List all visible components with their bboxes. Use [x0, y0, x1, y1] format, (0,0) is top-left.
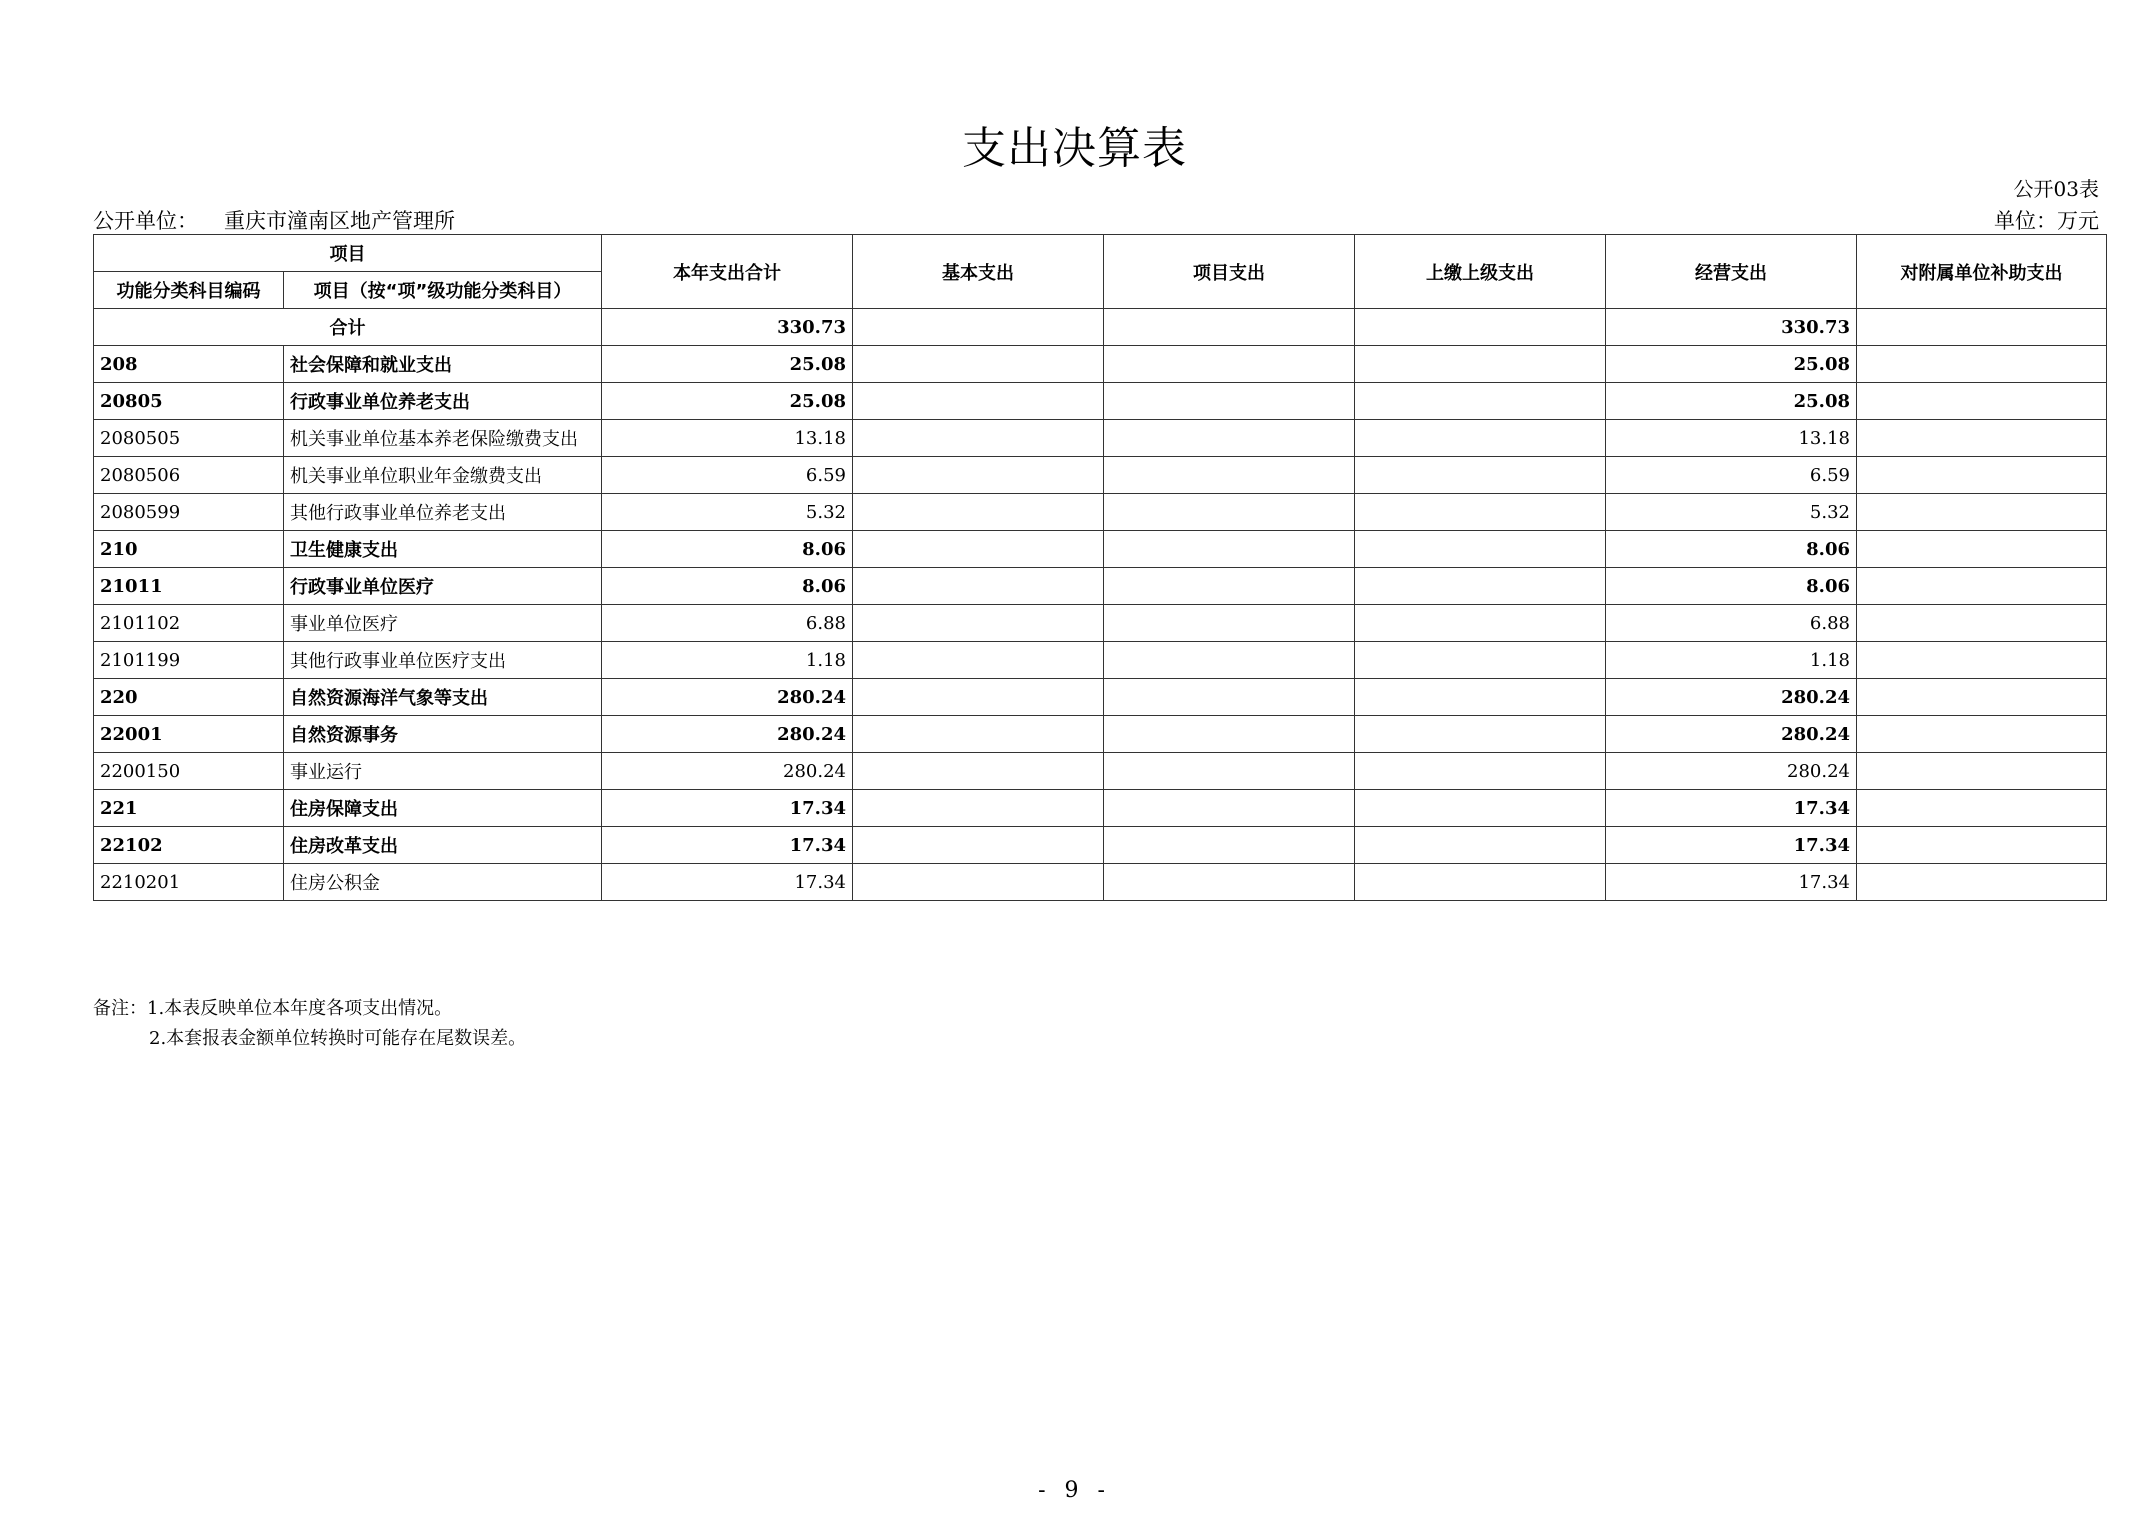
cell-business: 280.24	[1606, 753, 1857, 790]
table-row	[94, 531, 2107, 568]
cell-basic	[853, 531, 1104, 568]
cell-basic	[853, 864, 1104, 901]
cell-name: 住房改革支出	[284, 827, 602, 864]
cell-business: 1.18	[1606, 642, 1857, 679]
total-label: 合计	[94, 309, 602, 346]
cell-code: 221	[94, 790, 284, 827]
cell-subsidy	[1857, 420, 2107, 457]
cell-project	[1104, 457, 1355, 494]
cell-business: 5.32	[1606, 494, 1857, 531]
table-row	[94, 864, 2107, 901]
cell-total: 6.88	[602, 605, 853, 642]
cell-total: 25.08	[602, 383, 853, 420]
cell-project	[1104, 642, 1355, 679]
cell-business: 25.08	[1606, 346, 1857, 383]
expenditure-table	[93, 234, 2107, 901]
cell-upper	[1355, 531, 1606, 568]
cell-business: 17.34	[1606, 790, 1857, 827]
cell-project	[1104, 753, 1355, 790]
header-project-group: 项目	[94, 235, 602, 272]
cell-subsidy	[1857, 457, 2107, 494]
reporting-unit-label: 公开单位：	[93, 209, 198, 233]
cell-total: 8.06	[602, 568, 853, 605]
cell-basic	[853, 494, 1104, 531]
cell-upper	[1355, 753, 1606, 790]
cell-code: 210	[94, 531, 284, 568]
cell-business: 6.59	[1606, 457, 1857, 494]
total-project	[1104, 309, 1355, 346]
cell-business: 17.34	[1606, 827, 1857, 864]
cell-code: 22102	[94, 827, 284, 864]
cell-total: 280.24	[602, 679, 853, 716]
cell-code: 208	[94, 346, 284, 383]
reporting-unit	[93, 205, 455, 235]
table-row	[94, 790, 2107, 827]
cell-subsidy	[1857, 383, 2107, 420]
cell-subsidy	[1857, 753, 2107, 790]
cell-business: 8.06	[1606, 568, 1857, 605]
cell-name: 其他行政事业单位医疗支出	[284, 642, 602, 679]
cell-project	[1104, 383, 1355, 420]
cell-code: 21011	[94, 568, 284, 605]
cell-basic	[853, 568, 1104, 605]
cell-code: 220	[94, 679, 284, 716]
header-upper: 上缴上级支出	[1355, 235, 1606, 309]
cell-basic	[853, 642, 1104, 679]
header-project: 项目支出	[1104, 235, 1355, 309]
cell-total: 280.24	[602, 753, 853, 790]
cell-total: 1.18	[602, 642, 853, 679]
total-row	[94, 309, 2107, 346]
table-row	[94, 827, 2107, 864]
cell-code: 2101102	[94, 605, 284, 642]
cell-subsidy	[1857, 864, 2107, 901]
cell-name: 卫生健康支出	[284, 531, 602, 568]
cell-name: 自然资源海洋气象等支出	[284, 679, 602, 716]
cell-total: 17.34	[602, 827, 853, 864]
cell-business: 8.06	[1606, 531, 1857, 568]
note-line-2: 2.本套报表金额单位转换时可能存在尾数误差。	[149, 1028, 527, 1049]
page-number: - 9 -	[1038, 1478, 1111, 1503]
cell-basic	[853, 753, 1104, 790]
total-basic	[853, 309, 1104, 346]
cell-project	[1104, 827, 1355, 864]
cell-code: 2080505	[94, 420, 284, 457]
cell-name: 事业运行	[284, 753, 602, 790]
cell-total: 17.34	[602, 864, 853, 901]
cell-business: 280.24	[1606, 716, 1857, 753]
cell-basic	[853, 383, 1104, 420]
cell-basic	[853, 827, 1104, 864]
table-row	[94, 420, 2107, 457]
table-row	[94, 383, 2107, 420]
total-upper	[1355, 309, 1606, 346]
header-subsidy: 对附属单位补助支出	[1857, 235, 2107, 309]
cell-name: 住房公积金	[284, 864, 602, 901]
cell-project	[1104, 716, 1355, 753]
header-total: 本年支出合计	[602, 235, 853, 309]
cell-subsidy	[1857, 605, 2107, 642]
cell-upper	[1355, 827, 1606, 864]
page-title: 支出决算表	[962, 123, 1187, 174]
cell-project	[1104, 679, 1355, 716]
currency-unit: 单位：万元	[1994, 209, 2099, 233]
cell-name: 社会保障和就业支出	[284, 346, 602, 383]
form-number: 公开03表	[2013, 177, 2099, 201]
cell-name: 机关事业单位职业年金缴费支出	[284, 457, 602, 494]
cell-subsidy	[1857, 790, 2107, 827]
header-name: 项目（按“项”级功能分类科目）	[284, 272, 602, 309]
table-row	[94, 457, 2107, 494]
cell-basic	[853, 457, 1104, 494]
cell-name: 事业单位医疗	[284, 605, 602, 642]
cell-subsidy	[1857, 679, 2107, 716]
cell-upper	[1355, 679, 1606, 716]
note-line-1: 备注：1.本表反映单位本年度各项支出情况。	[93, 998, 453, 1019]
cell-upper	[1355, 346, 1606, 383]
cell-code: 2080506	[94, 457, 284, 494]
reporting-unit-name: 重庆市潼南区地产管理所	[224, 209, 455, 233]
cell-basic	[853, 420, 1104, 457]
cell-name: 住房保障支出	[284, 790, 602, 827]
cell-upper	[1355, 383, 1606, 420]
table-row	[94, 753, 2107, 790]
cell-upper	[1355, 494, 1606, 531]
cell-basic	[853, 790, 1104, 827]
cell-project	[1104, 346, 1355, 383]
total-subsidy	[1857, 309, 2107, 346]
cell-basic	[853, 716, 1104, 753]
cell-upper	[1355, 457, 1606, 494]
cell-basic	[853, 346, 1104, 383]
cell-code: 20805	[94, 383, 284, 420]
cell-subsidy	[1857, 827, 2107, 864]
cell-business: 6.88	[1606, 605, 1857, 642]
cell-name: 机关事业单位基本养老保险缴费支出	[284, 420, 602, 457]
cell-subsidy	[1857, 494, 2107, 531]
cell-business: 280.24	[1606, 679, 1857, 716]
cell-code: 2200150	[94, 753, 284, 790]
cell-business: 13.18	[1606, 420, 1857, 457]
cell-upper	[1355, 420, 1606, 457]
cell-total: 8.06	[602, 531, 853, 568]
cell-name: 其他行政事业单位养老支出	[284, 494, 602, 531]
cell-name: 行政事业单位养老支出	[284, 383, 602, 420]
cell-code: 22001	[94, 716, 284, 753]
cell-project	[1104, 790, 1355, 827]
cell-business: 17.34	[1606, 864, 1857, 901]
table-row	[94, 568, 2107, 605]
cell-code: 2080599	[94, 494, 284, 531]
cell-project	[1104, 605, 1355, 642]
cell-code: 2210201	[94, 864, 284, 901]
cell-subsidy	[1857, 568, 2107, 605]
cell-total: 25.08	[602, 346, 853, 383]
cell-subsidy	[1857, 346, 2107, 383]
cell-total: 5.32	[602, 494, 853, 531]
cell-project	[1104, 864, 1355, 901]
cell-total: 6.59	[602, 457, 853, 494]
table-row	[94, 346, 2107, 383]
cell-total: 17.34	[602, 790, 853, 827]
table-row	[94, 679, 2107, 716]
header-basic: 基本支出	[853, 235, 1104, 309]
cell-name: 行政事业单位医疗	[284, 568, 602, 605]
table-row	[94, 716, 2107, 753]
cell-project	[1104, 568, 1355, 605]
cell-upper	[1355, 790, 1606, 827]
cell-project	[1104, 420, 1355, 457]
table-row	[94, 494, 2107, 531]
cell-project	[1104, 531, 1355, 568]
cell-subsidy	[1857, 716, 2107, 753]
total-business: 330.73	[1606, 309, 1857, 346]
cell-subsidy	[1857, 531, 2107, 568]
cell-upper	[1355, 568, 1606, 605]
cell-upper	[1355, 864, 1606, 901]
cell-basic	[853, 605, 1104, 642]
cell-upper	[1355, 716, 1606, 753]
cell-code: 2101199	[94, 642, 284, 679]
total-amount: 330.73	[602, 309, 853, 346]
cell-project	[1104, 494, 1355, 531]
cell-business: 25.08	[1606, 383, 1857, 420]
cell-basic	[853, 679, 1104, 716]
table-row	[94, 605, 2107, 642]
header-code: 功能分类科目编码	[94, 272, 284, 309]
cell-name: 自然资源事务	[284, 716, 602, 753]
cell-subsidy	[1857, 642, 2107, 679]
cell-upper	[1355, 642, 1606, 679]
cell-total: 280.24	[602, 716, 853, 753]
cell-upper	[1355, 605, 1606, 642]
table-row	[94, 642, 2107, 679]
cell-total: 13.18	[602, 420, 853, 457]
notes	[93, 994, 526, 1054]
header-business: 经营支出	[1606, 235, 1857, 309]
